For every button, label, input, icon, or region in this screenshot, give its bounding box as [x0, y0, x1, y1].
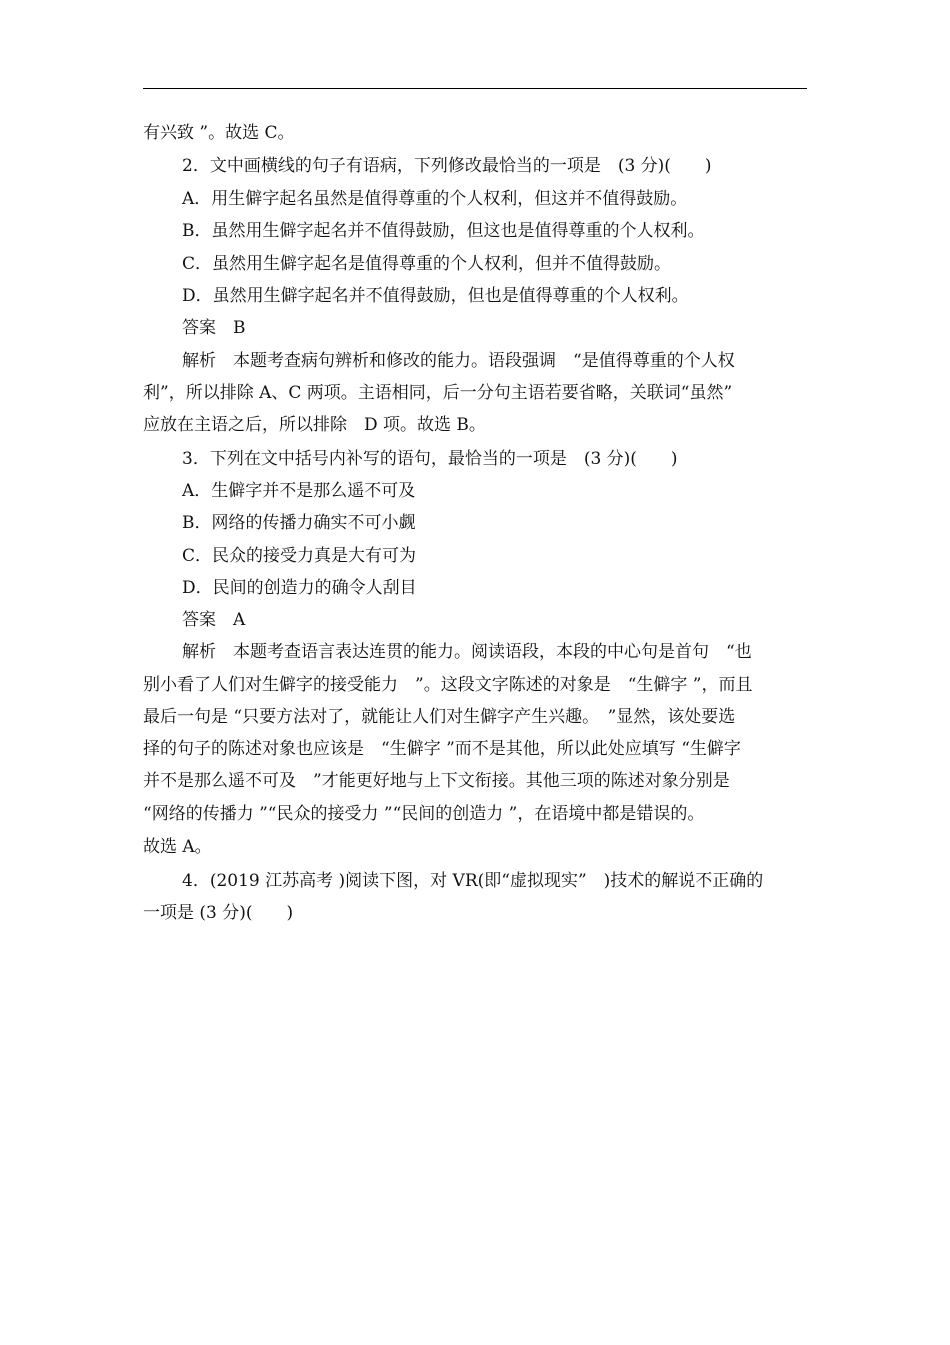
- analysis-3-line-6: “网络的传播力 ”“民众的接受力 ”“民间的创造力 ”，在语境中都是错误的。: [143, 804, 705, 824]
- analysis-3-line-7: 故选 A。: [143, 837, 212, 857]
- option-2c: C．虽然用生僻字起名是值得尊重的个人权利，但并不值得鼓励。: [182, 254, 672, 274]
- option-3b: B．网络的传播力确实不可小觑: [182, 513, 416, 533]
- option-2d: D．虽然用生僻字起名并不值得鼓励，但也是值得尊重的个人权利。: [182, 286, 689, 306]
- question-3: 3．下列在文中括号内补写的语句，最恰当的一项是 (3 分)( ): [182, 449, 678, 469]
- analysis-2-line-1: 解析 本题考查病句辨析和修改的能力。语段强调 “是值得尊重的个人权: [182, 351, 735, 371]
- analysis-2-line-2: 利”，所以排除 A、C 两项。主语相同，后一分句主语若要省略，关联词“虽然”: [143, 383, 733, 403]
- option-3d: D．民间的创造力的确令人刮目: [182, 578, 417, 598]
- analysis-2-line-3: 应放在主语之后，所以排除 D 项。故选 B。: [143, 415, 486, 435]
- question-4-line-2: 一项是 (3 分)( ): [143, 903, 294, 923]
- question-4-line-1: 4．(2019 江苏高考 )阅读下图，对 VR(即“虚拟现实” )技术的解说不正确的: [182, 871, 764, 891]
- option-3c: C．民众的接受力真是大有可为: [182, 546, 417, 566]
- text-line-1: 有兴致 ”。故选 C。: [143, 123, 295, 143]
- option-2a: A．用生僻字起名虽然是值得尊重的个人权利，但这并不值得鼓励。: [182, 189, 688, 209]
- option-3a: A．生僻字并不是那么遥不可及: [182, 481, 416, 501]
- analysis-3-line-4: 择的句子的陈述对象也应该是 “生僻字 ”而不是其他，所以此处应填写 “生僻字: [143, 739, 741, 759]
- answer-2: 答案 B: [182, 318, 246, 338]
- option-2b: B．虽然用生僻字起名并不值得鼓励，但这也是值得尊重的个人权利。: [182, 221, 705, 241]
- answer-3: 答案 A: [182, 610, 246, 630]
- analysis-3-line-1: 解析 本题考查语言表达连贯的能力。阅读语段，本段的中心句是首句 “也: [182, 642, 752, 662]
- header-rule: [143, 88, 807, 89]
- analysis-3-line-3: 最后一句是 “只要方法对了，就能让人们对生僻字产生兴趣。 ”显然，该处要选: [143, 707, 736, 727]
- analysis-3-line-5: 并不是那么遥不可及 ”才能更好地与上下文衔接。其他三项的陈述对象分别是: [143, 771, 730, 791]
- analysis-3-line-2: 别小看了人们对生僻字的接受能力 ”。这段文字陈述的对象是 “生僻字 ”，而且: [143, 675, 753, 695]
- question-2: 2．文中画横线的句子有语病，下列修改最恰当的一项是 (3 分)( ): [182, 156, 712, 176]
